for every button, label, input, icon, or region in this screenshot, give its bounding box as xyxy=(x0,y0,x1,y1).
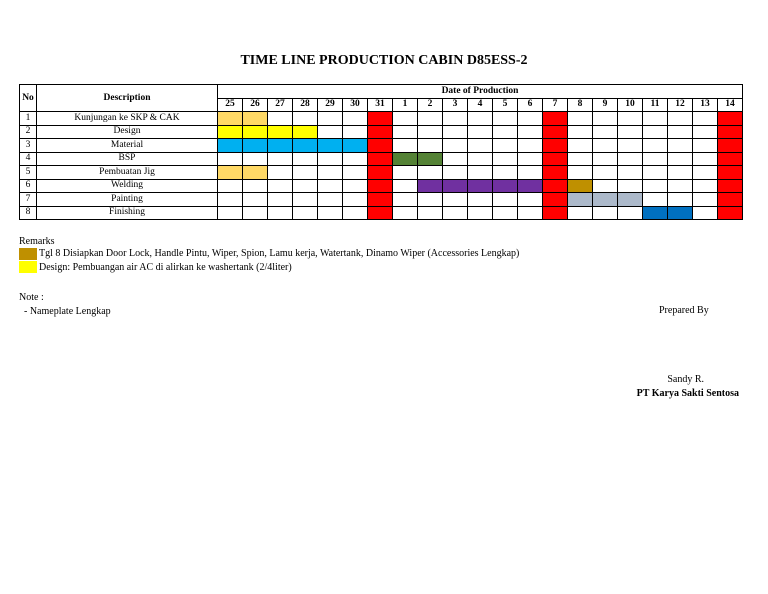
timeline-cell xyxy=(493,125,518,139)
day-header: 25 xyxy=(218,98,243,112)
holiday-cell xyxy=(718,125,743,139)
holiday-cell xyxy=(543,112,568,126)
timeline-cell xyxy=(443,193,468,207)
timeline-cell xyxy=(693,206,718,220)
holiday-cell xyxy=(543,206,568,220)
timeline-cell xyxy=(393,125,418,139)
gantt-bar-cell xyxy=(218,166,243,180)
remarks-heading: Remarks xyxy=(19,236,55,247)
timeline-cell xyxy=(593,139,618,153)
timeline-cell xyxy=(493,166,518,180)
holiday-cell xyxy=(368,112,393,126)
row-description: Painting xyxy=(37,193,218,207)
timeline-cell xyxy=(693,139,718,153)
gantt-bar-cell xyxy=(293,125,318,139)
timeline-cell xyxy=(493,193,518,207)
gantt-bar-cell xyxy=(418,179,443,193)
timeline-cell xyxy=(693,179,718,193)
gantt-marker-cell xyxy=(568,179,593,193)
timeline-cell xyxy=(393,166,418,180)
table-row xyxy=(20,139,743,153)
timeline-cell xyxy=(493,206,518,220)
timeline-cell xyxy=(268,166,293,180)
holiday-cell xyxy=(368,166,393,180)
timeline-cell xyxy=(568,206,593,220)
company-name: PT Karya Sakti Sentosa xyxy=(636,388,739,399)
timeline-cell xyxy=(468,125,493,139)
holiday-cell xyxy=(368,152,393,166)
row-number: 7 xyxy=(20,193,37,207)
signer-name: Sandy R. xyxy=(667,374,704,385)
remark-text: Tgl 8 Disiapkan Door Lock, Handle Pintu, Wiper, Spion, Lamu kerja, Watertank, Dinamo Wiper (Accessories Lengkap) xyxy=(39,248,520,260)
timeline-cell xyxy=(568,125,593,139)
timeline-cell xyxy=(618,206,643,220)
gantt-bar-cell xyxy=(418,152,443,166)
gantt-bar-cell xyxy=(318,139,343,153)
gantt-bar-cell xyxy=(218,139,243,153)
timeline-cell xyxy=(343,152,368,166)
holiday-cell xyxy=(368,179,393,193)
day-header: 10 xyxy=(618,98,643,112)
timeline-cell xyxy=(668,193,693,207)
table-row xyxy=(20,152,743,166)
gantt-bar-cell xyxy=(268,125,293,139)
timeline-cell xyxy=(493,139,518,153)
timeline-cell xyxy=(518,125,543,139)
gantt-bar-cell xyxy=(268,139,293,153)
day-header: 12 xyxy=(668,98,693,112)
holiday-cell xyxy=(718,179,743,193)
day-header: 8 xyxy=(568,98,593,112)
timeline-cell xyxy=(318,179,343,193)
timeline-cell xyxy=(693,166,718,180)
timeline-cell xyxy=(518,139,543,153)
timeline-cell xyxy=(268,112,293,126)
timeline-cell xyxy=(393,193,418,207)
timeline-cell xyxy=(493,112,518,126)
header-description: Description xyxy=(37,85,218,112)
timeline-cell xyxy=(268,179,293,193)
remark-swatch-design xyxy=(19,261,37,273)
timeline-cell xyxy=(268,206,293,220)
gantt-bar-cell xyxy=(243,125,268,139)
timeline-cell xyxy=(593,125,618,139)
timeline-cell xyxy=(618,152,643,166)
timeline-cell xyxy=(518,112,543,126)
holiday-cell xyxy=(368,125,393,139)
timeline-cell xyxy=(593,166,618,180)
timeline-cell xyxy=(593,179,618,193)
timeline-body xyxy=(20,112,743,220)
table-row xyxy=(20,166,743,180)
timeline-cell xyxy=(618,179,643,193)
gantt-bar-cell xyxy=(218,112,243,126)
timeline-cell xyxy=(243,152,268,166)
holiday-cell xyxy=(543,139,568,153)
timeline-cell xyxy=(468,112,493,126)
holiday-cell xyxy=(718,193,743,207)
timeline-cell xyxy=(618,139,643,153)
timeline-cell xyxy=(343,125,368,139)
row-description: Material xyxy=(37,139,218,153)
gantt-bar-cell xyxy=(293,139,318,153)
timeline-cell xyxy=(643,125,668,139)
day-header: 31 xyxy=(368,98,393,112)
day-header: 2 xyxy=(418,98,443,112)
holiday-cell xyxy=(543,193,568,207)
gantt-bar-cell xyxy=(593,193,618,207)
timeline-cell xyxy=(443,166,468,180)
timeline-cell xyxy=(518,206,543,220)
holiday-cell xyxy=(718,206,743,220)
timeline-cell xyxy=(293,179,318,193)
timeline-cell xyxy=(418,206,443,220)
timeline-cell xyxy=(493,152,518,166)
signature-block xyxy=(637,373,739,401)
timeline-cell xyxy=(518,193,543,207)
timeline-cell xyxy=(443,152,468,166)
timeline-cell xyxy=(218,152,243,166)
gantt-bar-cell xyxy=(443,179,468,193)
day-header: 4 xyxy=(468,98,493,112)
timeline-cell xyxy=(293,206,318,220)
timeline-cell xyxy=(693,125,718,139)
timeline-cell xyxy=(418,125,443,139)
timeline-cell xyxy=(618,166,643,180)
timeline-cell xyxy=(318,166,343,180)
note-item: - Nameplate Lengkap xyxy=(24,306,111,317)
gantt-bar-cell xyxy=(218,125,243,139)
holiday-cell xyxy=(543,166,568,180)
remark-text: Design: Pembuangan air AC di alirkan ke washertank (2/4liter) xyxy=(39,261,292,273)
timeline-cell xyxy=(468,166,493,180)
timeline-cell xyxy=(443,139,468,153)
gantt-bar-cell xyxy=(393,152,418,166)
remark-item xyxy=(19,261,519,275)
gantt-bar-cell xyxy=(493,179,518,193)
timeline-cell xyxy=(268,152,293,166)
day-header: 26 xyxy=(243,98,268,112)
gantt-bar-cell xyxy=(518,179,543,193)
timeline-cell xyxy=(243,179,268,193)
timeline-cell xyxy=(668,125,693,139)
gantt-bar-cell xyxy=(468,179,493,193)
timeline-cell xyxy=(568,166,593,180)
gantt-bar-cell xyxy=(643,206,668,220)
day-header: 27 xyxy=(268,98,293,112)
gantt-bar-cell xyxy=(343,139,368,153)
table-row xyxy=(20,193,743,207)
timeline-cell xyxy=(618,125,643,139)
timeline-cell xyxy=(318,125,343,139)
timeline-cell xyxy=(293,152,318,166)
timeline-cell xyxy=(643,179,668,193)
header-row-1 xyxy=(20,85,743,99)
timeline-cell xyxy=(318,193,343,207)
remark-item xyxy=(19,247,519,261)
row-description: Pembuatan Jig xyxy=(37,166,218,180)
day-header: 5 xyxy=(493,98,518,112)
document-title: TIME LINE PRODUCTION CABIN D85ESS-2 xyxy=(240,53,528,68)
timeline-cell xyxy=(618,112,643,126)
prepared-by-label: Prepared By xyxy=(659,305,709,316)
timeline-cell xyxy=(693,193,718,207)
timeline-cell xyxy=(243,193,268,207)
timeline-cell xyxy=(593,206,618,220)
timeline-cell xyxy=(218,179,243,193)
timeline-cell xyxy=(668,166,693,180)
timeline-cell xyxy=(343,193,368,207)
day-header: 6 xyxy=(518,98,543,112)
timeline-cell xyxy=(318,206,343,220)
timeline-cell xyxy=(518,166,543,180)
row-number: 2 xyxy=(20,125,37,139)
timeline-cell xyxy=(218,206,243,220)
timeline-cell xyxy=(343,112,368,126)
day-header: 14 xyxy=(718,98,743,112)
row-number: 3 xyxy=(20,139,37,153)
holiday-cell xyxy=(718,152,743,166)
day-header: 9 xyxy=(593,98,618,112)
header-date-of-production: Date of Production xyxy=(218,85,743,99)
row-number: 8 xyxy=(20,206,37,220)
table-row xyxy=(20,112,743,126)
holiday-cell xyxy=(543,125,568,139)
holiday-cell xyxy=(718,139,743,153)
gantt-bar-cell xyxy=(243,166,268,180)
day-header: 3 xyxy=(443,98,468,112)
timeline-cell xyxy=(418,112,443,126)
timeline-cell xyxy=(668,112,693,126)
day-header: 29 xyxy=(318,98,343,112)
row-description: Design xyxy=(37,125,218,139)
row-number: 1 xyxy=(20,112,37,126)
timeline-cell xyxy=(393,206,418,220)
timeline-cell xyxy=(293,166,318,180)
timeline-cell xyxy=(643,193,668,207)
holiday-cell xyxy=(368,139,393,153)
timeline-cell xyxy=(468,193,493,207)
timeline-cell xyxy=(593,112,618,126)
day-header: 11 xyxy=(643,98,668,112)
timeline-cell xyxy=(643,166,668,180)
row-description: Finishing xyxy=(37,206,218,220)
gantt-bar-cell xyxy=(243,139,268,153)
timeline-cell xyxy=(668,179,693,193)
timeline-cell xyxy=(643,112,668,126)
row-number: 6 xyxy=(20,179,37,193)
day-header: 30 xyxy=(343,98,368,112)
timeline-cell xyxy=(668,152,693,166)
timeline-cell xyxy=(393,179,418,193)
gantt-bar-cell xyxy=(568,193,593,207)
timeline-cell xyxy=(468,206,493,220)
header-no: No xyxy=(20,85,37,112)
timeline-cell xyxy=(668,139,693,153)
table-row xyxy=(20,179,743,193)
holiday-cell xyxy=(368,193,393,207)
table-row xyxy=(20,125,743,139)
holiday-cell xyxy=(718,166,743,180)
timeline-cell xyxy=(268,193,293,207)
timeline-cell xyxy=(343,166,368,180)
timeline-cell xyxy=(468,152,493,166)
timeline-cell xyxy=(693,152,718,166)
holiday-cell xyxy=(543,179,568,193)
timeline-cell xyxy=(568,152,593,166)
timeline-cell xyxy=(343,206,368,220)
timeline-cell xyxy=(393,139,418,153)
timeline-cell xyxy=(643,139,668,153)
timeline-cell xyxy=(343,179,368,193)
timeline-cell xyxy=(443,206,468,220)
timeline-cell xyxy=(293,112,318,126)
note-section xyxy=(19,291,111,319)
day-header: 7 xyxy=(543,98,568,112)
timeline-cell xyxy=(293,193,318,207)
timeline-cell xyxy=(243,206,268,220)
timeline-table xyxy=(19,84,743,220)
holiday-cell xyxy=(718,112,743,126)
row-number: 5 xyxy=(20,166,37,180)
row-description: Kunjungan ke SKP & CAK xyxy=(37,112,218,126)
gantt-bar-cell xyxy=(668,206,693,220)
timeline-cell xyxy=(418,166,443,180)
table-row xyxy=(20,206,743,220)
remarks-section xyxy=(19,236,519,274)
timeline-cell xyxy=(693,112,718,126)
timeline-cell xyxy=(418,193,443,207)
timeline-cell xyxy=(568,112,593,126)
holiday-cell xyxy=(368,206,393,220)
timeline-cell xyxy=(568,139,593,153)
day-header: 1 xyxy=(393,98,418,112)
gantt-bar-cell xyxy=(618,193,643,207)
timeline-cell xyxy=(593,152,618,166)
timeline-cell xyxy=(393,112,418,126)
note-heading: Note : xyxy=(19,292,44,303)
day-header: 13 xyxy=(693,98,718,112)
gantt-bar-cell xyxy=(243,112,268,126)
timeline-cell xyxy=(318,152,343,166)
holiday-cell xyxy=(543,152,568,166)
timeline-cell xyxy=(468,139,493,153)
day-header: 28 xyxy=(293,98,318,112)
row-description: Welding xyxy=(37,179,218,193)
timeline-cell xyxy=(443,112,468,126)
row-description: BSP xyxy=(37,152,218,166)
timeline-cell xyxy=(443,125,468,139)
row-number: 4 xyxy=(20,152,37,166)
timeline-cell xyxy=(643,152,668,166)
timeline-cell xyxy=(418,139,443,153)
timeline-cell xyxy=(518,152,543,166)
timeline-cell xyxy=(218,193,243,207)
timeline-cell xyxy=(318,112,343,126)
remark-swatch-door-lock xyxy=(19,248,37,260)
